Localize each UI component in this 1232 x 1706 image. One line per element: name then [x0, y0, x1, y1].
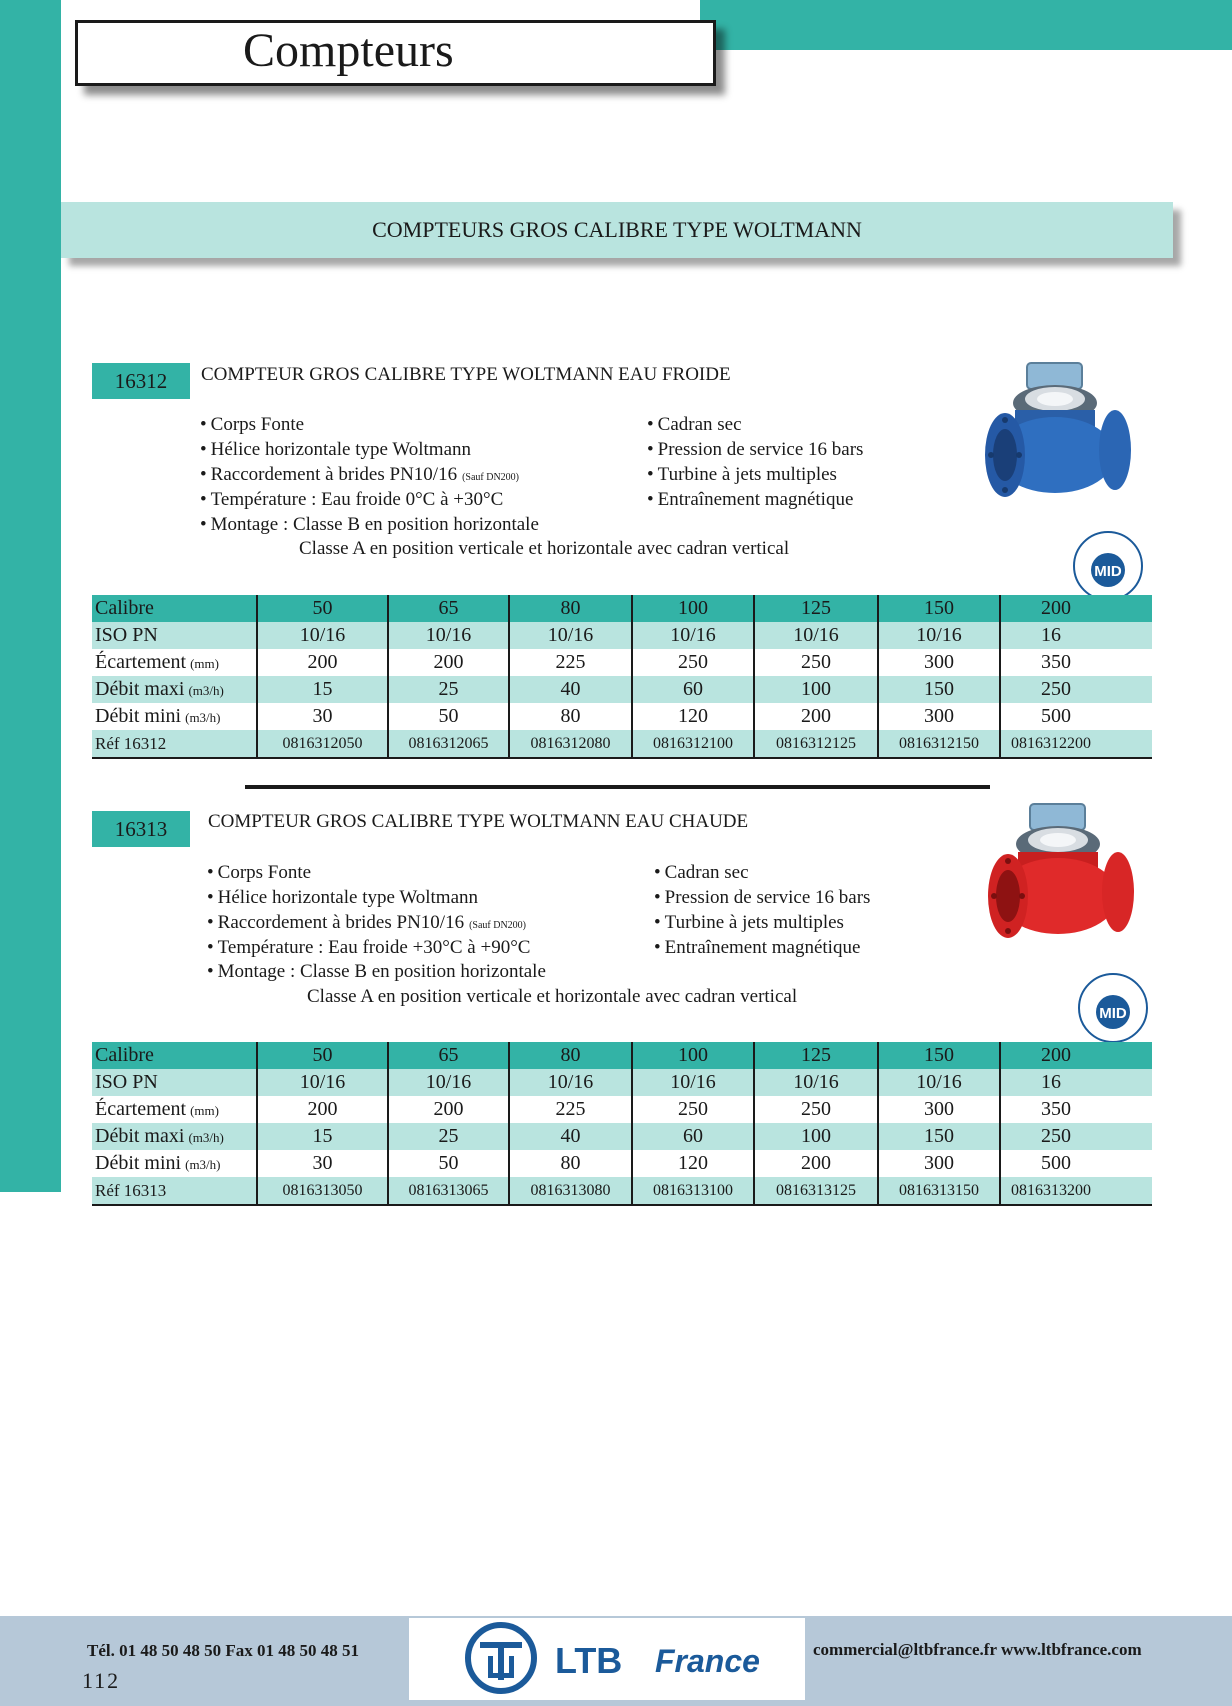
table-cell: 10/16 [632, 1069, 754, 1096]
page-title-box [75, 20, 716, 86]
table-cell: 10/16 [257, 1069, 388, 1096]
row-label: Débit mini (m3/h) [92, 703, 257, 730]
mid-certification-logo [1070, 528, 1146, 604]
table-cell: 10/16 [754, 622, 878, 649]
table-cell: 0816312100 [632, 730, 754, 758]
table-cell: 10/16 [388, 622, 509, 649]
table-cell: 250 [632, 649, 754, 676]
table-row-ecartement [92, 649, 1152, 676]
feature-item: • Hélice horizontale type Woltmann [207, 887, 478, 908]
table-cell: 0816312065 [388, 730, 509, 758]
table-row-debit-maxi [92, 1123, 1152, 1150]
banner-title: COMPTEURS GROS CALIBRE TYPE WOLTMANN [372, 217, 862, 242]
table-cell: 80 [509, 1150, 632, 1177]
row-label: Débit mini (m3/h) [92, 1150, 257, 1177]
table-row-reference [92, 1177, 1152, 1205]
feature-item-continued: Classe A en position verticale et horizontale avec cadran vertical [307, 986, 798, 1007]
table-cell: 15 [257, 1123, 388, 1150]
table-cell: 200 [754, 703, 878, 730]
page-title: Compteurs [243, 24, 454, 77]
table-cell: 0816313200 [1000, 1177, 1152, 1205]
table-cell: 200 [388, 1096, 509, 1123]
table-cell: 10/16 [257, 622, 388, 649]
ltb-logo-icon [463, 1620, 539, 1696]
table-cell: 225 [509, 649, 632, 676]
table-cell: 100 [754, 1123, 878, 1150]
table-cell: 0816312050 [257, 730, 388, 758]
table-cell: 200 [1000, 1042, 1152, 1069]
table-cell: 150 [878, 676, 1000, 703]
table-cell: 16 [1000, 1069, 1152, 1096]
feature-item: • Pression de service 16 bars [647, 439, 864, 460]
table-cell: 125 [754, 595, 878, 622]
table-cell: 125 [754, 1042, 878, 1069]
product-title: COMPTEUR GROS CALIBRE TYPE WOLTMANN EAU FROIDE [201, 364, 731, 385]
table-cell: 10/16 [509, 1069, 632, 1096]
footer-contact: Tél. 01 48 50 48 50 Fax 01 48 50 48 51 [87, 1641, 359, 1660]
table-cell: 120 [632, 703, 754, 730]
water-meter-red-image [978, 800, 1143, 970]
feature-item: • Température : Eau froide +30°C à +90°C [207, 937, 531, 958]
table-cell: 250 [632, 1096, 754, 1123]
table-cell: 150 [878, 1042, 1000, 1069]
row-label: Calibre [92, 1042, 257, 1069]
table-cell: 16 [1000, 622, 1152, 649]
table-cell: 300 [878, 649, 1000, 676]
table-cell: 350 [1000, 1096, 1152, 1123]
table-cell: 80 [509, 703, 632, 730]
table-cell: 10/16 [632, 622, 754, 649]
product-code-badge: 16313 [92, 811, 190, 847]
table-row-iso-pn [92, 1069, 1152, 1096]
table-row-reference [92, 730, 1152, 758]
row-label: Débit maxi (m3/h) [92, 676, 257, 703]
table-cell: 60 [632, 1123, 754, 1150]
feature-item: • Raccordement à brides PN10/16 (Sauf DN200) [207, 912, 526, 933]
table-cell: 10/16 [878, 1069, 1000, 1096]
feature-item: • Turbine à jets multiples [647, 464, 837, 485]
table-cell: 50 [257, 1042, 388, 1069]
table-cell: 0816312125 [754, 730, 878, 758]
feature-item: • Montage : Classe B en position horizontale [200, 514, 539, 535]
feature-item: • Montage : Classe B en position horizontale [207, 961, 546, 982]
table-cell: 0816313100 [632, 1177, 754, 1205]
table-cell: 25 [388, 676, 509, 703]
mid-certification-logo [1075, 970, 1151, 1046]
table-cell: 40 [509, 676, 632, 703]
brand-name: LTB [555, 1640, 623, 1681]
feature-item: • Corps Fonte [200, 414, 305, 435]
table-cell: 300 [878, 1150, 1000, 1177]
table-cell: 300 [878, 1096, 1000, 1123]
table-row-debit-mini [92, 703, 1152, 730]
spec-table-16312 [92, 595, 1152, 759]
table-cell: 0816313150 [878, 1177, 1000, 1205]
feature-item-continued: Classe A en position verticale et horizontale avec cadran vertical [299, 538, 790, 559]
table-cell: 250 [1000, 676, 1152, 703]
feature-item: • Corps Fonte [207, 862, 312, 883]
table-cell: 15 [257, 676, 388, 703]
table-cell: 200 [257, 1096, 388, 1123]
table-cell: 25 [388, 1123, 509, 1150]
feature-item: • Hélice horizontale type Woltmann [200, 439, 471, 460]
row-label: Réf 16313 [92, 1177, 257, 1205]
feature-item: • Raccordement à brides PN10/16 (Sauf DN200) [200, 464, 519, 485]
table-cell: 100 [632, 595, 754, 622]
table-cell: 0816313065 [388, 1177, 509, 1205]
table-cell: 65 [388, 595, 509, 622]
table-cell: 100 [754, 676, 878, 703]
table-cell: 200 [754, 1150, 878, 1177]
table-cell: 0816313050 [257, 1177, 388, 1205]
water-meter-blue-image [975, 355, 1140, 525]
table-cell: 0816313125 [754, 1177, 878, 1205]
table-cell: 225 [509, 1096, 632, 1123]
feature-item: • Entraînement magnétique [647, 489, 854, 510]
product-code-badge: 16312 [92, 363, 190, 399]
top-accent-band [700, 0, 1232, 50]
row-label: Calibre [92, 595, 257, 622]
table-cell: 150 [878, 595, 1000, 622]
table-cell: 10/16 [509, 622, 632, 649]
table-cell: 10/16 [878, 622, 1000, 649]
table-cell: 500 [1000, 1150, 1152, 1177]
svg-text:MID: MID [1099, 1005, 1127, 1022]
row-label: Réf 16312 [92, 730, 257, 758]
table-row-calibre [92, 1042, 1152, 1069]
page-number: 112 [82, 1668, 121, 1693]
row-label: ISO PN [92, 622, 257, 649]
table-cell: 0816312150 [878, 730, 1000, 758]
table-cell: 30 [257, 1150, 388, 1177]
feature-item: • Cadran sec [654, 862, 749, 883]
table-cell: 0816312080 [509, 730, 632, 758]
table-cell: 50 [257, 595, 388, 622]
table-row-debit-mini [92, 1150, 1152, 1177]
table-cell: 150 [878, 1123, 1000, 1150]
svg-text:MID: MID [1094, 563, 1122, 580]
table-row-debit-maxi [92, 676, 1152, 703]
table-cell: 100 [632, 1042, 754, 1069]
table-cell: 300 [878, 703, 1000, 730]
table-cell: 60 [632, 676, 754, 703]
product-title: COMPTEUR GROS CALIBRE TYPE WOLTMANN EAU CHAUDE [208, 811, 749, 832]
footer-web-contact: commercial@ltbfrance.fr www.ltbfrance.com [813, 1640, 1142, 1659]
feature-item: • Cadran sec [647, 414, 742, 435]
table-cell: 80 [509, 595, 632, 622]
table-cell: 0816313080 [509, 1177, 632, 1205]
table-cell: 250 [754, 649, 878, 676]
table-row-iso-pn [92, 622, 1152, 649]
table-cell: 120 [632, 1150, 754, 1177]
feature-item: • Pression de service 16 bars [654, 887, 871, 908]
brand-suffix: France [655, 1643, 760, 1679]
table-cell: 30 [257, 703, 388, 730]
table-cell: 10/16 [754, 1069, 878, 1096]
row-label: Écartement (mm) [92, 1096, 257, 1123]
feature-item: • Entraînement magnétique [654, 937, 861, 958]
table-cell: 200 [388, 649, 509, 676]
row-label: ISO PN [92, 1069, 257, 1096]
table-cell: 80 [509, 1042, 632, 1069]
feature-item: • Turbine à jets multiples [654, 912, 844, 933]
table-cell: 40 [509, 1123, 632, 1150]
feature-item: • Température : Eau froide 0°C à +30°C [200, 489, 504, 510]
row-label: Écartement (mm) [92, 649, 257, 676]
table-cell: 500 [1000, 703, 1152, 730]
table-cell: 0816312200 [1000, 730, 1152, 758]
table-cell: 250 [1000, 1123, 1152, 1150]
table-cell: 200 [257, 649, 388, 676]
section-banner [61, 202, 1173, 258]
table-cell: 50 [388, 703, 509, 730]
table-cell: 350 [1000, 649, 1152, 676]
table-row-calibre [92, 595, 1152, 622]
section-divider [245, 785, 990, 789]
left-accent-band [0, 0, 61, 1192]
table-cell: 10/16 [388, 1069, 509, 1096]
table-cell: 250 [754, 1096, 878, 1123]
table-row-ecartement [92, 1096, 1152, 1123]
table-cell: 65 [388, 1042, 509, 1069]
row-label: Débit maxi (m3/h) [92, 1123, 257, 1150]
spec-table-16313 [92, 1042, 1152, 1206]
table-cell: 200 [1000, 595, 1152, 622]
table-cell: 50 [388, 1150, 509, 1177]
